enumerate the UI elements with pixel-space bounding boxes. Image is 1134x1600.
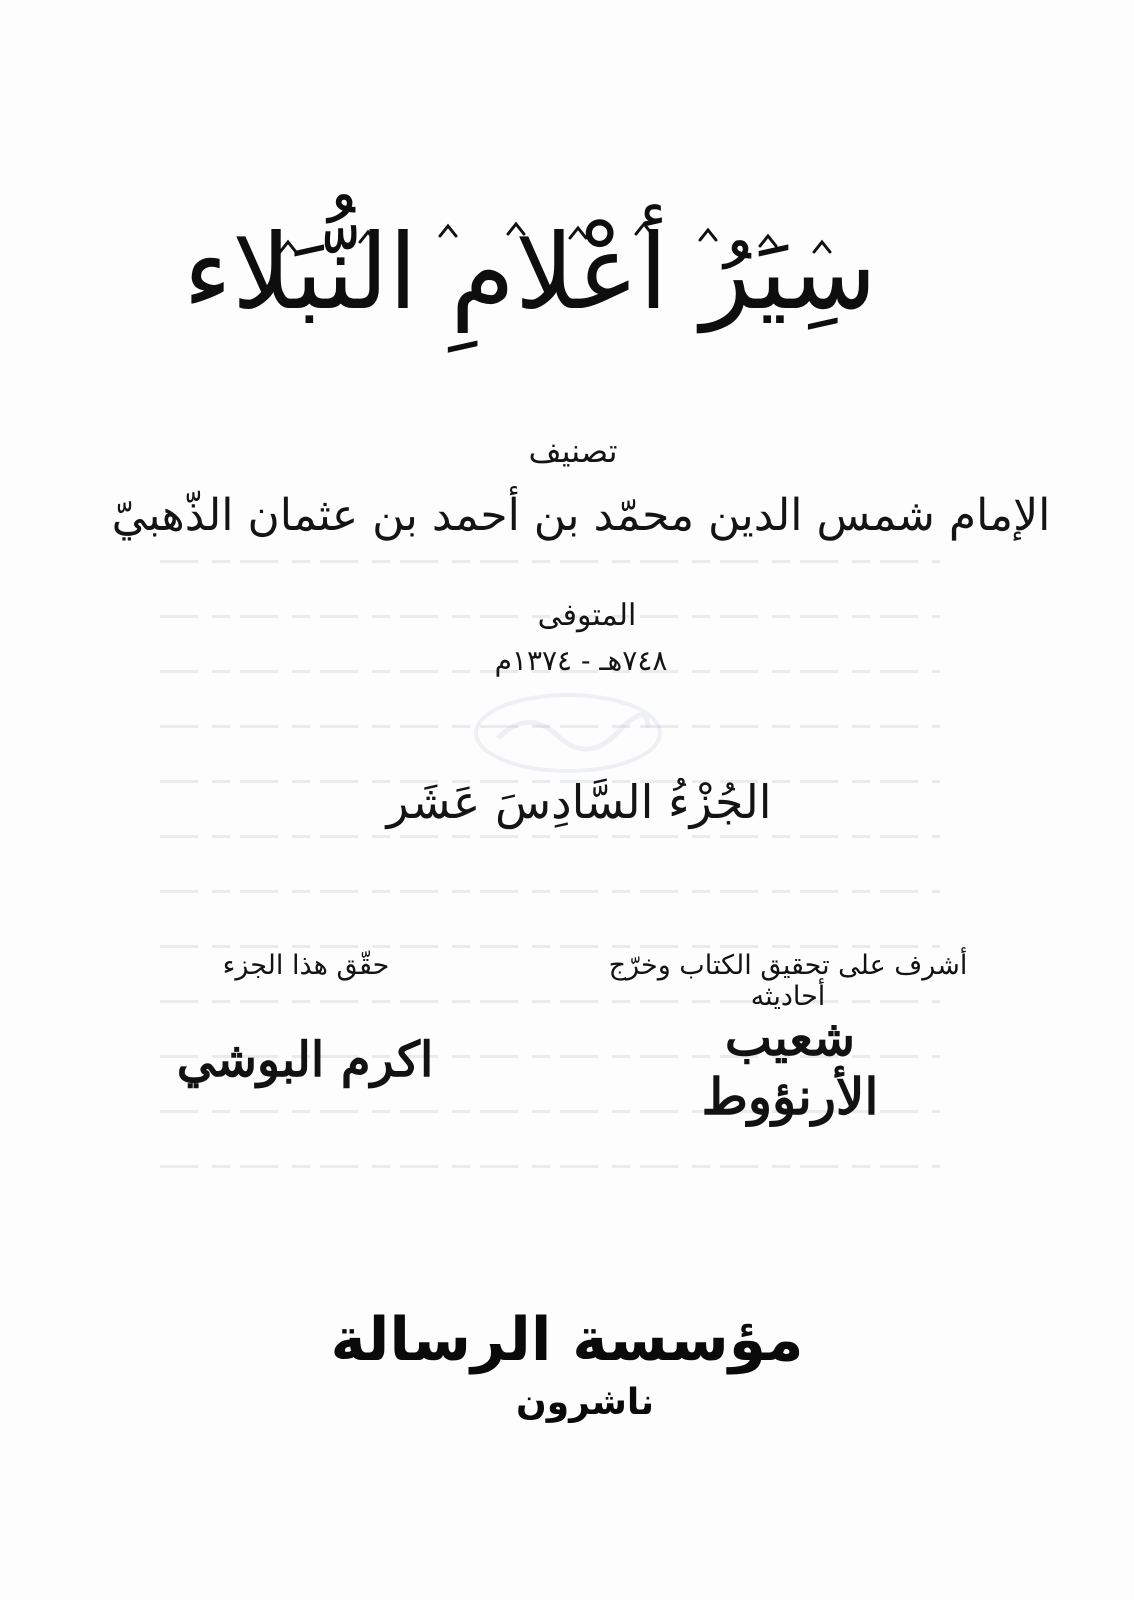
faint-seal-mark — [468, 688, 668, 778]
book-title: سِيَرُ أعْلامِ النُّبَلاء — [183, 211, 877, 333]
death-dates: ٧٤٨هـ - ١٣٧٤م — [494, 644, 668, 677]
supervisor-label: أشرف على تحقيق الكتاب وخرّج أحاديثه — [608, 950, 968, 1012]
compiled-label: تصنيف — [528, 432, 618, 470]
editor-name: اكرم البوشي — [176, 1032, 434, 1088]
publisher-name: مؤسسة الرسالة — [330, 1305, 804, 1375]
editor-label: حقّق هذا الجزء — [222, 950, 390, 981]
died-label: المتوفى — [537, 598, 637, 633]
author-name: الإمام شمس الدين محمّد بن أحمد بن عثمان الذّهبيّ — [111, 490, 1051, 541]
publisher-subtitle: ناشرون — [516, 1382, 654, 1423]
volume-number: الجُزْءُ السَّادِسَ عَشَر — [386, 775, 772, 829]
supervisor-name: شعيب الأرنؤوط — [701, 1008, 879, 1126]
